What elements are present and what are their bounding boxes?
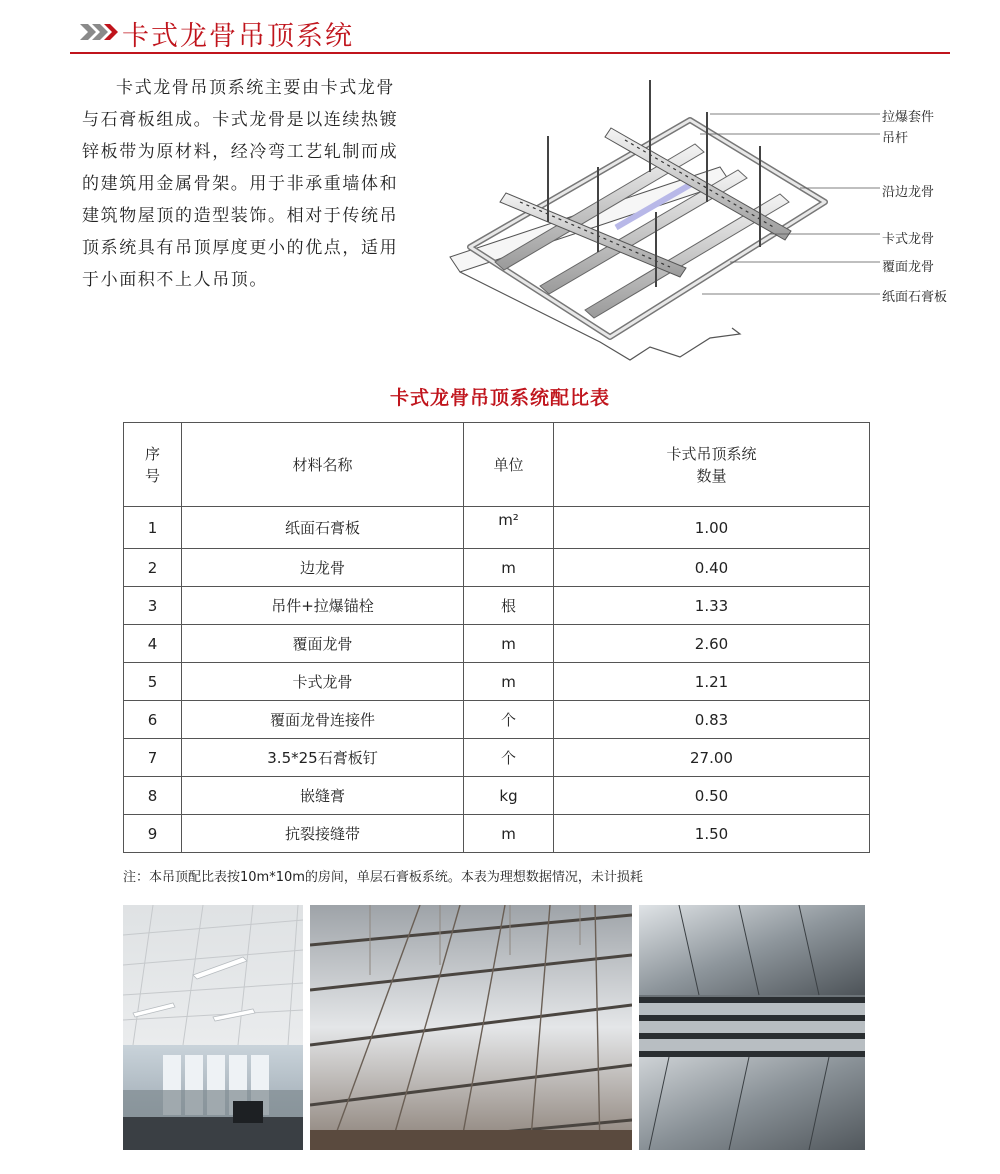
table-row	[124, 549, 870, 587]
photo-office-ceiling	[123, 905, 303, 1150]
row-index: 4	[124, 625, 182, 663]
row-quantity: 1.50	[554, 815, 870, 853]
table-row	[124, 739, 870, 777]
row-quantity: 27.00	[554, 739, 870, 777]
header-unit: 单位	[464, 423, 554, 507]
row-material: 覆面龙骨	[182, 625, 464, 663]
row-index: 8	[124, 777, 182, 815]
header-material-name: 材料名称	[182, 423, 464, 507]
row-index: 1	[124, 507, 182, 549]
table-row	[124, 777, 870, 815]
diagram-label-edge-channel: 沿边龙骨	[882, 185, 935, 200]
row-quantity: 0.50	[554, 777, 870, 815]
diagram-label-furring-channel: 覆面龙骨	[882, 260, 935, 275]
diagram-label-expansion-kit: 拉爆套件	[882, 110, 935, 125]
table-row	[124, 663, 870, 701]
row-unit: 个	[464, 739, 554, 777]
table-row	[124, 507, 870, 549]
row-quantity: 0.83	[554, 701, 870, 739]
row-index: 3	[124, 587, 182, 625]
table-header-row	[124, 423, 870, 507]
row-material: 吊件+拉爆锚栓	[182, 587, 464, 625]
row-unit: kg	[464, 777, 554, 815]
ratio-table	[123, 422, 870, 853]
row-unit: m	[464, 815, 554, 853]
diagram-label-gypsum-board: 纸面石膏板	[882, 290, 948, 305]
table-title: 卡式龙骨吊顶系统配比表	[389, 387, 610, 409]
row-unit: 根	[464, 587, 554, 625]
row-index: 5	[124, 663, 182, 701]
table-row	[124, 587, 870, 625]
table-row	[124, 701, 870, 739]
row-quantity: 1.00	[554, 507, 870, 549]
row-material: 纸面石膏板	[182, 507, 464, 549]
row-material: 3.5*25石膏板钉	[182, 739, 464, 777]
row-index: 2	[124, 549, 182, 587]
double-chevron-icon	[80, 22, 120, 42]
row-quantity: 0.40	[554, 549, 870, 587]
row-material: 边龙骨	[182, 549, 464, 587]
row-quantity: 1.33	[554, 587, 870, 625]
photo-ceiling-framing	[310, 905, 632, 1150]
row-material: 卡式龙骨	[182, 663, 464, 701]
row-index: 7	[124, 739, 182, 777]
table-row	[124, 815, 870, 853]
row-quantity: 2.60	[554, 625, 870, 663]
row-material: 覆面龙骨连接件	[182, 701, 464, 739]
table-row	[124, 625, 870, 663]
section-header	[70, 8, 950, 54]
ceiling-structure-diagram	[440, 72, 980, 372]
row-quantity: 1.21	[554, 663, 870, 701]
row-unit: m	[464, 549, 554, 587]
header-quantity: 卡式吊顶系统 数量	[554, 423, 870, 507]
table-footnote: 注：本吊顶配比表按10m*10m的房间，单层石膏板系统。本表为理想数据情况，未计损耗	[123, 870, 643, 885]
diagram-label-card-channel: 卡式龙骨	[882, 232, 935, 247]
row-material: 抗裂接缝带	[182, 815, 464, 853]
header-divider	[70, 52, 950, 54]
row-unit: m²	[464, 507, 554, 549]
row-material: 嵌缝膏	[182, 777, 464, 815]
intro-paragraph: 卡式龙骨吊顶系统主要由卡式龙骨与石膏板组成。卡式龙骨是以连续热镀锌板带为原材料，经冷弯工艺轧制而成的建筑用金属骨架。用于非承重墙体和建筑物屋顶的造型装饰。相对于传统吊顶系统具有吊顶厚度更小的优点，适用于小面积不上人吊顶。	[82, 78, 399, 290]
page-title: 卡式龙骨吊顶系统	[122, 21, 354, 52]
row-unit: m	[464, 625, 554, 663]
diagram-label-hanger-rod: 吊杆	[882, 131, 909, 146]
row-unit: m	[464, 663, 554, 701]
row-unit: 个	[464, 701, 554, 739]
header-index: 序 号	[124, 423, 182, 507]
row-index: 6	[124, 701, 182, 739]
photo-metal-profiles	[639, 905, 865, 1150]
row-index: 9	[124, 815, 182, 853]
